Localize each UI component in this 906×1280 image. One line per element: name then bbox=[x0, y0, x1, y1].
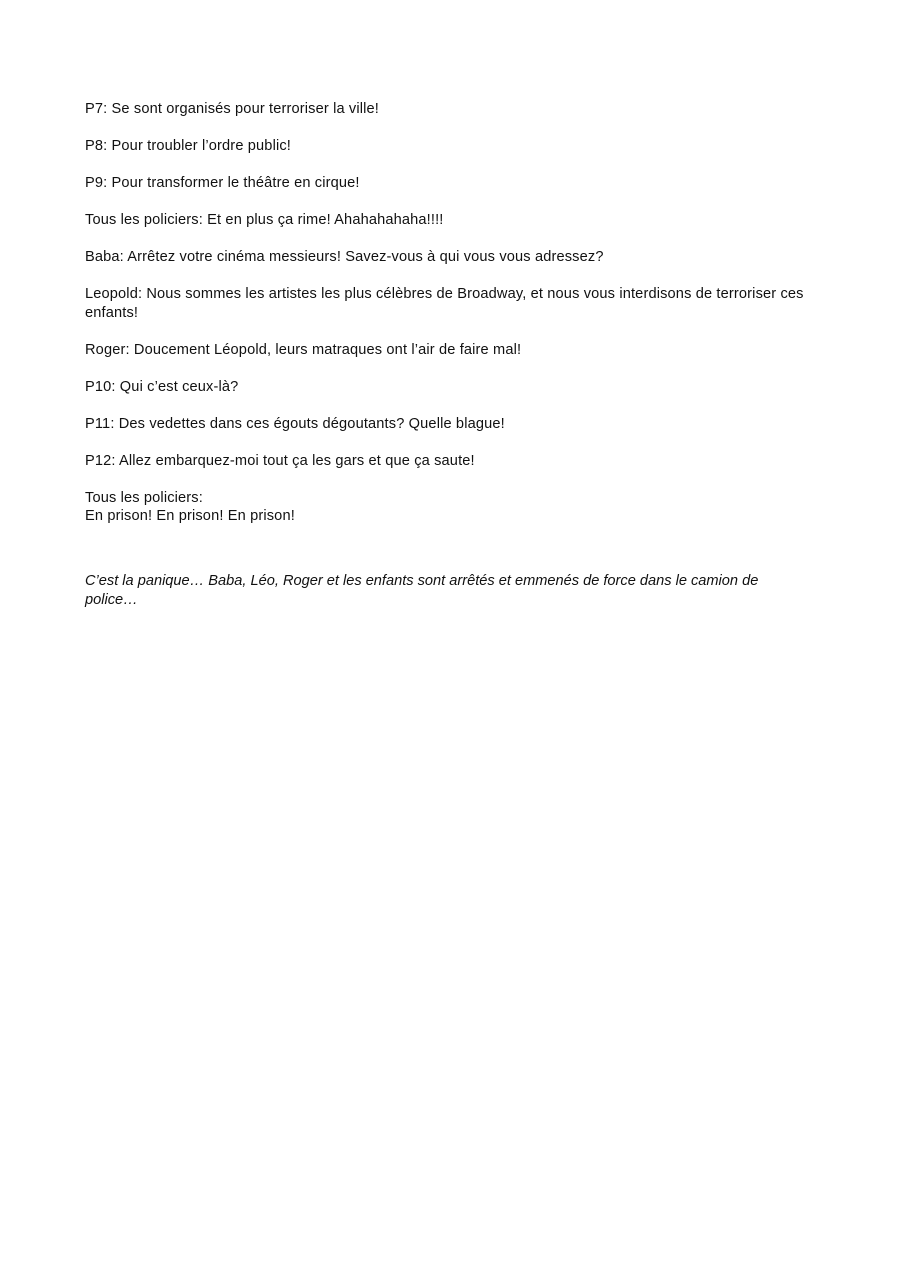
document-body bbox=[85, 100, 815, 624]
chorus-block bbox=[85, 489, 815, 526]
dialogue-line: P9: Pour transformer le théâtre en cirque! bbox=[85, 175, 360, 191]
dialogue-line: P12: Allez embarquez-moi tout ça les gars et que ça saute! bbox=[85, 452, 475, 469]
dialogue-line: P7: Se sont organisés pour terroriser la ville! bbox=[85, 101, 380, 117]
dialogue-line: Leopold: Nous sommes les artistes les plus célèbres de Broadway, et nous vous interdisons de terroriser ces enfants! bbox=[85, 286, 804, 321]
dialogue-line: P11: Des vedettes dans ces égouts dégoutants? Quelle blague! bbox=[85, 415, 505, 432]
dialogue-line: Baba: Arrêtez votre cinéma messieurs! Savez-vous à qui vous vous adressez? bbox=[85, 249, 604, 265]
dialogue-line: P10: Qui c’est ceux-là? bbox=[85, 378, 239, 395]
chorus-line: En prison! En prison! En prison! bbox=[85, 508, 295, 524]
dialogue-line: P8: Pour troubler l’ordre public! bbox=[85, 138, 291, 154]
dialogue-line: Roger: Doucement Léopold, leurs matraques ont l’air de faire mal! bbox=[85, 341, 522, 358]
stage-direction: C’est la panique… Baba, Léo, Roger et les enfants sont arrêtés et emmenés de force dans le camion de police… bbox=[85, 572, 759, 608]
dialogue-line: Tous les policiers: Et en plus ça rime! Ahahahahaha!!!! bbox=[85, 212, 444, 228]
chorus-speaker: Tous les policiers: bbox=[85, 489, 203, 506]
